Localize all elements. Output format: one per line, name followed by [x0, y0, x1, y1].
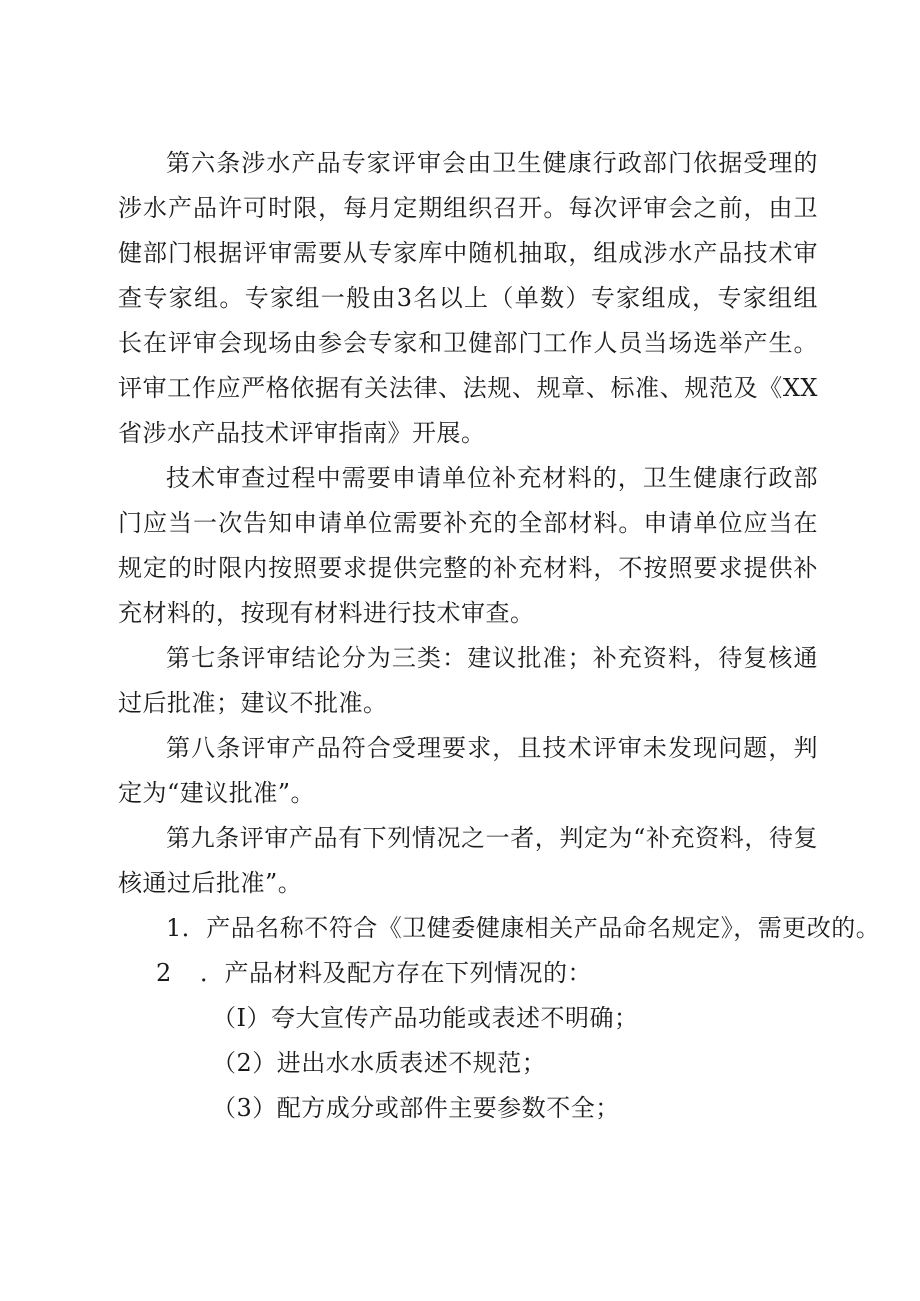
- list-item-1: 1．产品名称不符合《卫健委健康相关产品命名规定》，需更改的。: [166, 914, 881, 942]
- paragraph-supplement-materials: 技术审查过程中需要申请单位补充材料的，卫生健康行政部门应当一次告知申请单位需要补充的全部材料。申请单位应当在规定的时限内按照要求提供完整的补充材料，不按照要求提供补充材料的，按现有材料进行技术审查。: [118, 464, 818, 627]
- sub-item-1: （I）夸大宣传产品功能或表述不明确；: [212, 1004, 639, 1032]
- paragraph-article-7: 第七条评审结论分为三类：建议批准；补充资料，待复核通过后批准；建议不批准。: [118, 644, 818, 717]
- list-item-2-number: 2: [156, 959, 172, 987]
- sub-item-3: （3）配方成分或部件主要参数不全；: [212, 1094, 620, 1122]
- sub-item-2: （2）进出水水质表述不规范；: [212, 1049, 547, 1077]
- paragraph-article-6: 第六条涉水产品专家评审会由卫生健康行政部门依据受理的涉水产品许可时限，每月定期组织召开。每次评审会之前，由卫健部门根据评审需要从专家库中随机抽取，组成涉水产品技术审查专家组。专家组一般由3名以上（单数）专家组成，专家组组长在评审会现场由参会专家和卫健部门工作人员当场选举产生。评审工作应严格依据有关法律、法规、规章、标准、规范及《XX省涉水产品技术评审指南》开展。: [118, 149, 818, 447]
- paragraph-article-9: 第九条评审产品有下列情况之一者，判定为“补充资料，待复核通过后批准”。: [118, 824, 818, 897]
- paragraph-article-8: 第八条评审产品符合受理要求，且技术评审未发现问题，判定为“建议批准”。: [118, 734, 818, 807]
- list-item-2-text: ．产品材料及配方存在下列情况的：: [200, 959, 592, 987]
